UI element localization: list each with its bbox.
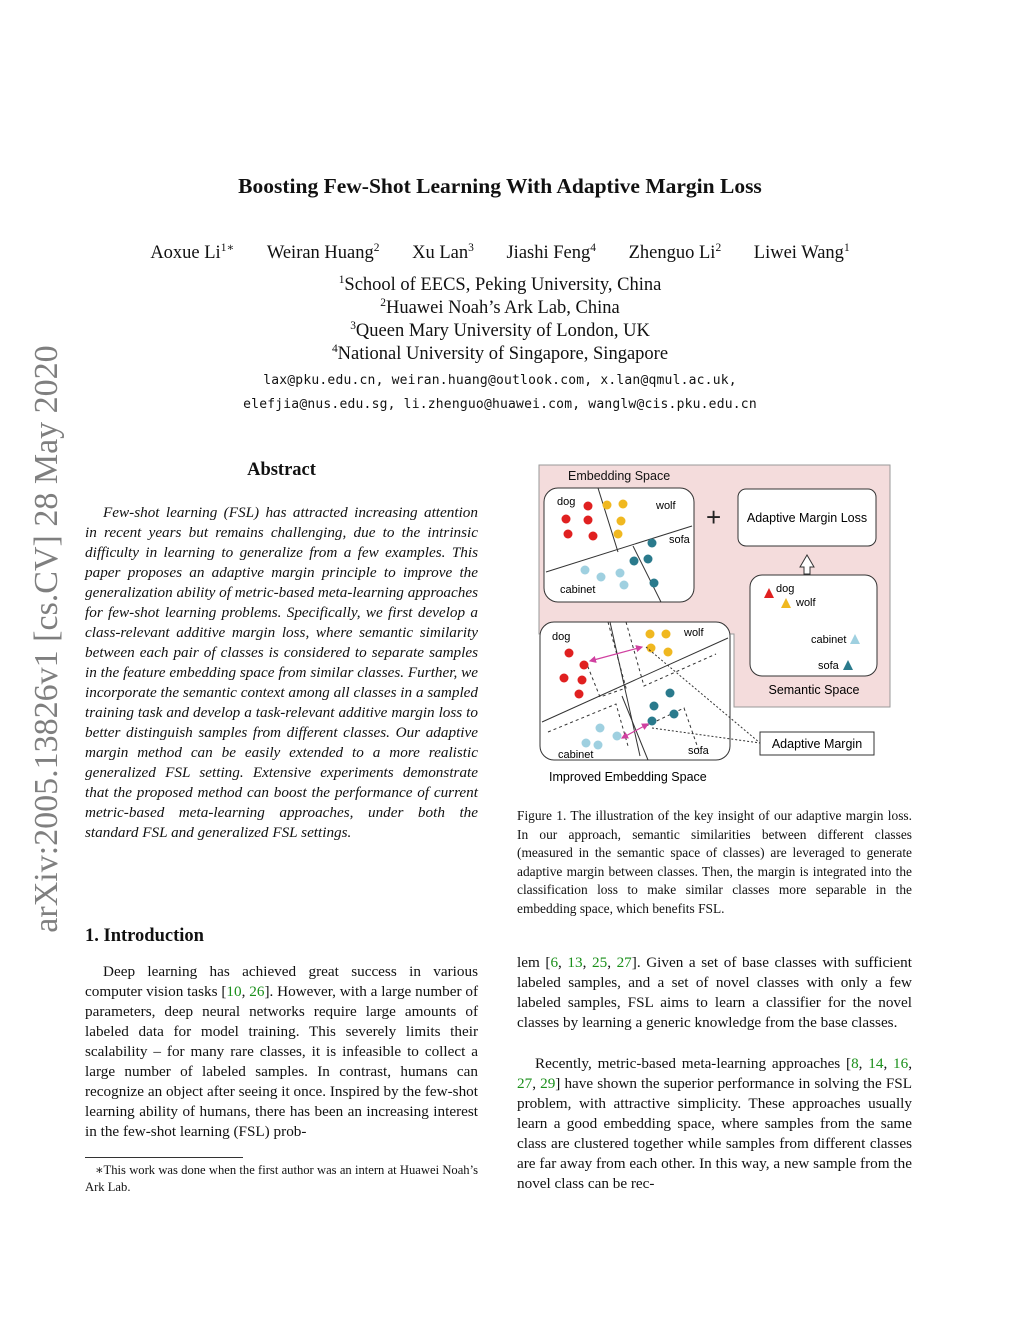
author: Weiran Huang$^2$ [266, 242, 380, 264]
affiliation: $^1$School of EECS, Peking University, China [338, 274, 662, 296]
abstract-text: Few-shot learning (FSL) has attracted increasing attention in recent years but remains challenging, due to the intrinsic difficulty in learning to generalize from a few examples. This paper proposes an adaptive margin principle to improve the generalization ability of metric-based meta-learning approaches for few-shot learning problems. Specifically, we first develop a class-relevant additive margin loss, where semantic similarity between each pair of classes is considered to separate samples in the feature embedding space from similar classes. Further, we incorporate the semantic context among all classes in a sampled training task and develop a task-relevant additive margin loss to better distinguish samples from different classes. Our adaptive margin method can be easily extended to a more realistic generalized FSL setting. Extensive experiments demonstrate that the proposed method can boost the performance of current metric-based meta-learning approaches, under both the standard FSL and generalized FSL settings. [85, 504, 478, 841]
footnote: ∗This work was done when the first author was an intern at Huawei Noah’s Ark Lab. [85, 1163, 478, 1194]
citation-link[interactable]: 25 [592, 954, 608, 971]
intro-paragraph: Recently, metric-based meta-learning approaches [8, 14, 16, 27, 29] have shown the superior performance in solving the FSL problem, with attractive simplicity. These approaches usually learn a good embedding space, where samples from the same class are clustered together while samples from different classes are far away from each other. In this way, a new sample from the novel class can be rec- [517, 1055, 913, 1192]
semantic-label-cabinet: cabinet [811, 634, 847, 646]
citation-link[interactable]: 14 [868, 1055, 884, 1072]
semantic-label-wolf: wolf [796, 597, 816, 609]
author: Aoxue $Li^{1∗}$ [150, 242, 235, 264]
paper-title: Boosting Few-Shot Learning With Adaptive Margin Loss [238, 174, 762, 198]
improved-label-cabinet: cabinet [558, 749, 594, 761]
section-heading: 1. Introduction [85, 926, 204, 946]
adaptive-margin-label: Adaptive Margin [771, 737, 863, 751]
abstract-heading: Abstract [247, 460, 316, 480]
affiliation: $^3$Queen Mary University of London, UK [350, 320, 650, 342]
author: Zhenguo Li$^2$ [628, 242, 722, 264]
class-label-cabinet: cabinet [560, 584, 596, 596]
author: Xu Lan$^3$ [412, 242, 474, 264]
citation-link[interactable]: 26 [249, 983, 265, 1000]
class-label-dog: dog [557, 496, 576, 508]
figure-1 [538, 464, 892, 794]
citation-link[interactable]: 8 [851, 1055, 859, 1072]
improved-label-dog: dog [552, 631, 571, 643]
author: Jiashi Feng$^4$ [506, 242, 596, 264]
plus-sign: + [706, 502, 722, 532]
footnote-divider [85, 1157, 243, 1158]
embedding-space-label: Embedding Space [568, 469, 671, 483]
citation-link[interactable]: 29 [540, 1075, 556, 1092]
affiliation: $^4$National University of Singapore, Singapore [331, 343, 669, 365]
semantic-label-sofa: sofa [818, 660, 839, 672]
semantic-label-dog: dog [776, 583, 795, 595]
intro-paragraph: lem [6, 13, 25, 27]. Given a set of base classes with sufficient labeled samples, and a set of novel classes with only a few labeled samples, FSL aims to learn a classifier for the novel classes by learning a generic knowledge from the base classes. [517, 954, 912, 1031]
author-emails: elefjia@nus.edu.sg, li.zhenguo@huawei.com, wanglw@cis.pku.edu.cn [243, 397, 757, 412]
improved-embedding-label: Improved Embedding Space [549, 770, 707, 784]
citation-link[interactable]: 27 [517, 1075, 533, 1092]
class-label-wolf: wolf [656, 500, 676, 512]
citation-link[interactable]: 10 [226, 983, 242, 1000]
class-label-sofa: sofa [669, 534, 690, 546]
intro-paragraph: Deep learning has achieved great success in various computer vision tasks [10, 26]. However, with a large number of parameters, deep neural networks require large amounts of labeled data for model training. This severely limits their scalability – for many rare classes, it is infeasible to collect a large number of labeled samples. In contrast, humans can recognize an object after seeing it once. Inspired by the few-shot learning ability of humans, there has been an increasing interest in the few-shot learning (FSL) prob- [85, 963, 479, 1140]
citation-link[interactable]: 13 [567, 954, 583, 971]
author-emails: lax@pku.edu.cn, weiran.huang@outlook.com, x.lan@qmul.ac.uk, [263, 373, 737, 388]
author: Liwei Wang$^1$ [753, 242, 850, 264]
affiliation: $^2$Huawei Noah’s Ark Lab, China [380, 297, 620, 319]
citation-link[interactable]: 27 [616, 954, 632, 971]
author-list [0, 240, 1000, 264]
improved-label-wolf: wolf [684, 627, 704, 639]
figure-caption: Figure 1. The illustration of the key insight of our adaptive margin loss. In our approach, semantic similarities between different classes (measured in the semantic space of classes) are leveraged to generate adaptive margin between classes. Then, the margin is integrated into the classification loss to make similar classes more separable in the embedding space, which benefits FSL. [517, 808, 912, 916]
citation-link[interactable]: 6 [550, 954, 559, 971]
improved-label-sofa: sofa [688, 745, 709, 757]
citation-link[interactable]: 16 [893, 1055, 909, 1072]
adaptive-margin-loss-label: Adaptive Margin Loss [746, 511, 868, 525]
semantic-space-label: Semantic Space [768, 683, 860, 697]
arxiv-watermark: arXiv:2005.13826v1 [cs.CV] 28 May 2020 [28, 345, 65, 933]
